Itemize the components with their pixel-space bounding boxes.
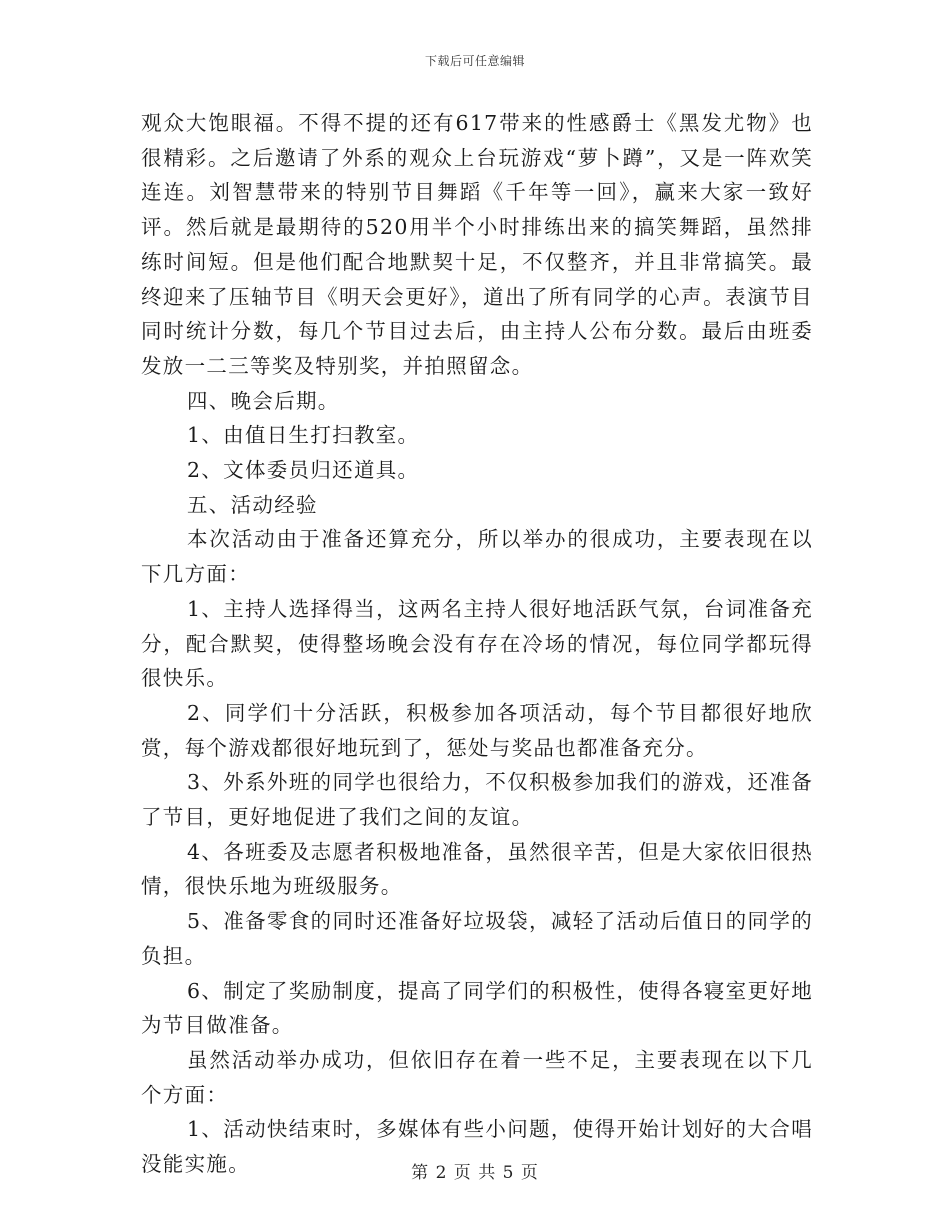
- document-body: [141, 106, 813, 1182]
- list-item-return-props: 2、文体委员归还道具。: [187, 458, 420, 483]
- paragraph-continued-performances: 观众大饱眼福。不得不提的还有617带来的性感爵士《黑发尤物》也很精彩。之后邀请了外系的观众上台玩游戏“萝卜蹲”，又是一阵欢笑连连。刘智慧带来的特别节目舞蹈《千年等一回》，赢来大家一致好评。然后就是最期待的520用半个小时排练出来的搞笑舞蹈，虽然排练时间短。但是他们配合地默契十足，不仅整齐，并且非常搞笑。最终迎来了压轴节目《明天会更好》，道出了所有同学的心声。表演节目同时统计分数，每几个节目过去后，由主持人公布分数。最后由班委发放一二三等奖及特别奖，并拍照留念。: [141, 111, 813, 378]
- section-heading-after-party: 四、晚会后期。: [187, 388, 340, 413]
- list-item-volunteers: 4、各班委及志愿者积极地准备，虽然很辛苦，但是大家依旧很热情，很快乐地为班级服务。: [141, 839, 813, 899]
- section-heading-experience: 五、活动经验: [187, 492, 318, 517]
- list-item-snacks: 5、准备零食的同时还准备好垃圾袋，减轻了活动后值日的同学的负担。: [141, 909, 813, 968]
- paragraph-shortcomings-intro: 虽然活动举办成功，但依旧存在着一些不足，主要表现在以下几个方面：: [141, 1047, 813, 1107]
- list-item-participation: 2、同学们十分活跃，积极参加各项活动，每个节目都很好地欣赏，每个游戏都很好地玩到了，惩处与奖品也都准备充分。: [141, 700, 813, 760]
- paragraph-experience-intro: 本次活动由于准备还算充分，所以举办的很成功，主要表现在以下几方面：: [141, 527, 813, 587]
- list-item-rewards: 6、制定了奖励制度，提高了同学们的积极性，使得各寝室更好地为节目做准备。: [141, 978, 813, 1038]
- list-item-hosts: 1、主持人选择得当，这两名主持人很好地活跃气氛，台词准备充分，配合默契，使得整场晚会没有存在冷场的情况，每位同学都玩得很快乐。: [141, 596, 813, 691]
- page-number: 第 2 页 共 5 页: [411, 1163, 539, 1183]
- page-header: 下载后可任意编辑: [424, 54, 525, 68]
- list-item-multimedia-issue: 1、活动快结束时，多媒体有些小问题，使得开始计划好的大合唱没能实施。: [141, 1117, 813, 1177]
- list-item-cleanup: 1、由值日生打扫教室。: [187, 423, 420, 448]
- list-item-other-classes: 3、外系外班的同学也很给力，不仅积极参加我们的游戏，还准备了节目，更好地促进了我们之间的友谊。: [141, 770, 813, 830]
